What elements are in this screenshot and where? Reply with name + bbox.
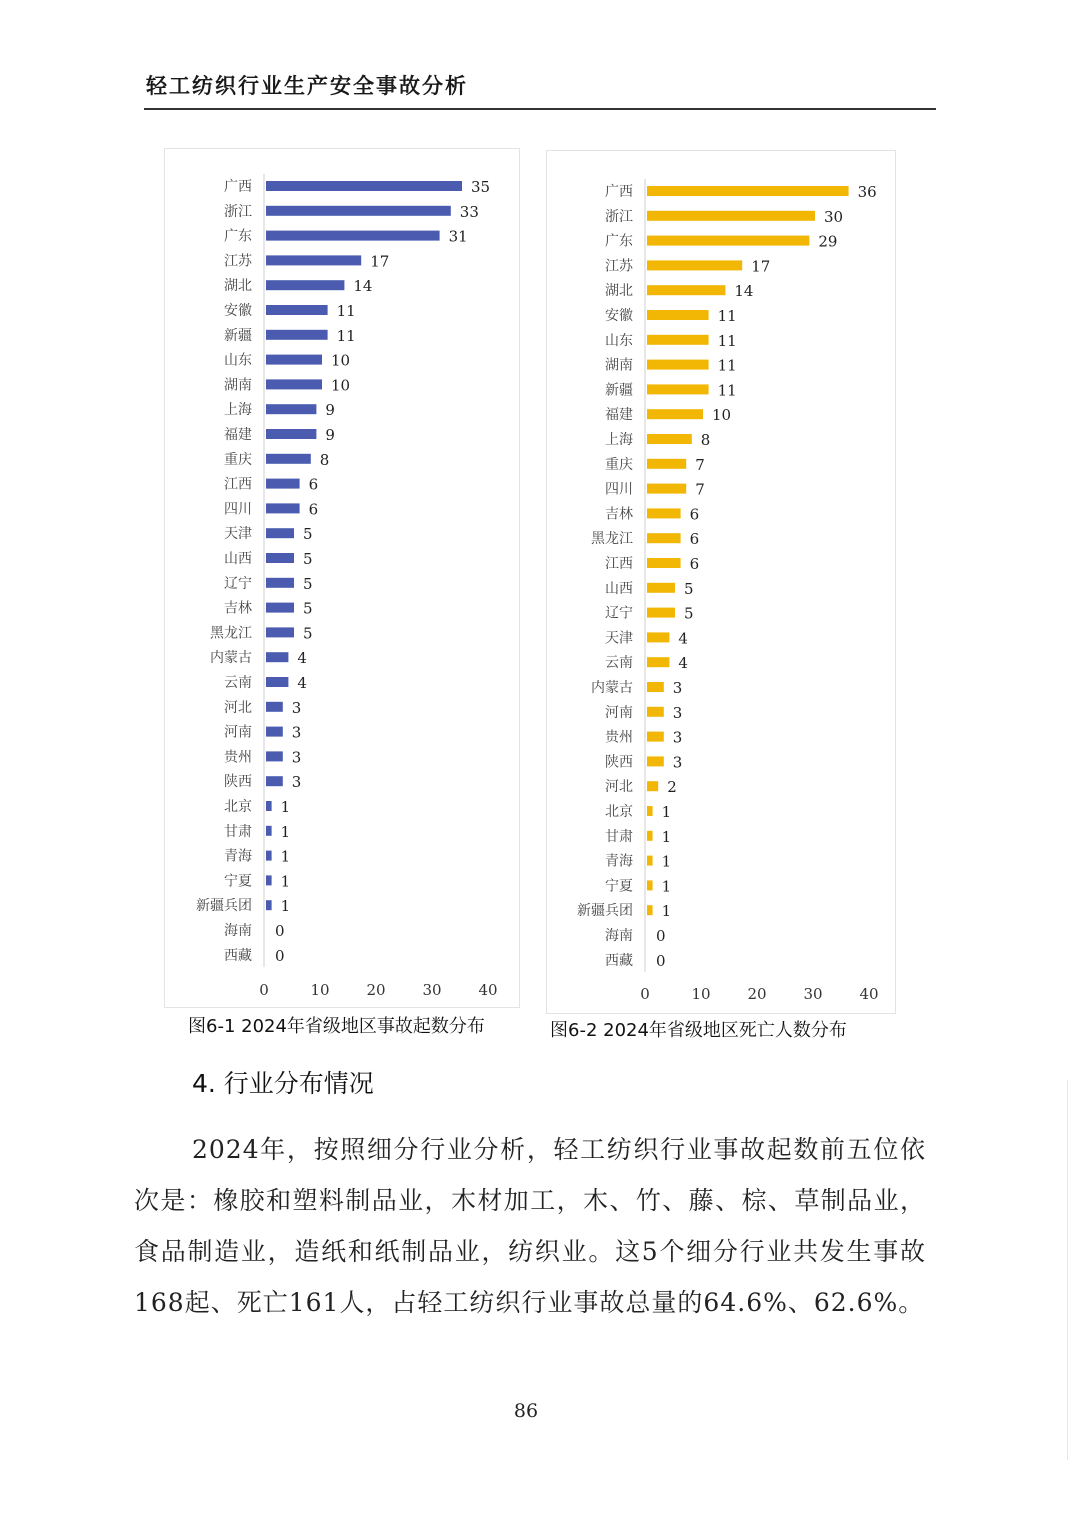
category-label: 河南 xyxy=(605,704,633,721)
page-header: 轻工纺织行业生产安全事故分析 xyxy=(146,73,468,98)
category-label: 云南 xyxy=(224,675,252,691)
page-number: 86 xyxy=(513,1400,539,1422)
bar xyxy=(647,880,653,890)
data-label: 4 xyxy=(297,674,307,692)
data-label: 9 xyxy=(325,426,335,444)
data-label: 10 xyxy=(712,406,732,425)
bar xyxy=(647,856,653,866)
category-label: 河北 xyxy=(224,699,252,716)
category-label: 内蒙古 xyxy=(210,650,252,667)
bar xyxy=(647,508,681,518)
data-label: 14 xyxy=(353,277,373,296)
data-label: 9 xyxy=(325,401,335,420)
bar xyxy=(266,404,316,414)
category-label: 天津 xyxy=(224,526,252,543)
bar xyxy=(266,603,294,613)
category-label: 新疆兵团 xyxy=(577,903,633,920)
bar xyxy=(266,181,462,191)
data-label: 29 xyxy=(818,232,838,251)
data-label: 4 xyxy=(297,649,307,668)
bar xyxy=(647,211,815,221)
data-label: 4 xyxy=(678,629,688,648)
bar xyxy=(647,608,675,618)
data-label: 1 xyxy=(280,872,291,891)
bar xyxy=(266,330,328,340)
data-label: 5 xyxy=(303,599,313,618)
category-label: 甘肃 xyxy=(605,828,633,845)
category-label: 山西 xyxy=(605,580,633,597)
x-tick-label: 20 xyxy=(366,981,386,999)
category-label: 辽宁 xyxy=(605,605,633,622)
category-label: 甘肃 xyxy=(224,823,252,840)
category-label: 黑龙江 xyxy=(591,531,633,548)
data-label: 3 xyxy=(291,773,302,792)
category-label: 湖北 xyxy=(605,283,633,300)
section-heading: 4. 行业分布情况 xyxy=(192,1069,374,1098)
bar xyxy=(266,305,328,315)
data-label: 3 xyxy=(672,753,683,772)
body-paragraph: 2024年，按照细分行业分析，轻工纺织行业事故起数前五位依次是：橡胶和塑料制品业，木材加工，木、竹、藤、棕、草制品业，食品制造业，造纸和纸制品业，纺织业。这5个细分行业共发生事故168起、死亡161人，占轻工纺织行业事故总量的64.6%、62.6%。 xyxy=(134,1135,926,1317)
bar xyxy=(266,255,361,265)
bar xyxy=(266,429,316,439)
bar xyxy=(266,553,294,563)
data-label: 6 xyxy=(689,530,700,549)
bar xyxy=(647,558,681,568)
bar xyxy=(266,677,288,687)
bar xyxy=(647,632,669,642)
category-label: 黑龙江 xyxy=(210,625,252,642)
data-label: 6 xyxy=(308,475,319,494)
x-tick-label: 10 xyxy=(691,985,711,1003)
data-label: 1 xyxy=(661,803,672,821)
category-label: 江西 xyxy=(605,556,633,572)
bar xyxy=(266,578,294,588)
data-label: 5 xyxy=(303,574,313,593)
bar xyxy=(266,206,451,216)
bar xyxy=(647,682,664,692)
category-label: 宁夏 xyxy=(224,873,252,890)
data-label: 1 xyxy=(280,847,291,866)
x-tick-label: 40 xyxy=(859,985,879,1003)
bar xyxy=(266,379,322,389)
data-label: 0 xyxy=(656,927,666,945)
body-text xyxy=(134,1124,926,1328)
bar xyxy=(266,652,288,662)
data-label: 11 xyxy=(336,302,356,320)
data-label: 0 xyxy=(275,946,285,965)
data-label: 10 xyxy=(331,351,351,370)
bar xyxy=(266,479,300,489)
category-label: 陕西 xyxy=(605,754,633,771)
data-label: 2 xyxy=(667,778,677,797)
data-label: 5 xyxy=(684,579,694,598)
bar xyxy=(266,503,300,513)
category-label: 海南 xyxy=(224,923,252,939)
category-label: 广西 xyxy=(605,184,633,200)
bar xyxy=(647,236,809,246)
data-label: 4 xyxy=(678,654,688,673)
data-label: 6 xyxy=(689,505,700,524)
data-label: 5 xyxy=(303,550,313,568)
bar xyxy=(266,627,294,637)
data-label: 35 xyxy=(471,178,491,196)
data-label: 8 xyxy=(700,431,711,449)
data-label: 5 xyxy=(303,525,313,544)
header-rule xyxy=(144,108,936,110)
chart-deaths-by-region xyxy=(546,150,896,1014)
scan-edge xyxy=(1067,1080,1068,1460)
category-label: 福建 xyxy=(605,407,633,424)
category-label: 山东 xyxy=(224,352,252,369)
x-tick-label: 0 xyxy=(259,981,269,999)
category-label: 吉林 xyxy=(224,600,252,617)
data-label: 6 xyxy=(689,555,700,573)
category-label: 新疆 xyxy=(224,327,252,344)
category-label: 山东 xyxy=(605,332,633,349)
category-label: 安徽 xyxy=(224,303,252,319)
bar xyxy=(647,806,653,816)
chart-deaths-caption: 图6-2 2024年省级地区死亡人数分布 xyxy=(550,1020,847,1041)
category-label: 吉林 xyxy=(605,506,633,523)
data-label: 11 xyxy=(717,307,737,325)
category-label: 新疆兵团 xyxy=(196,898,252,915)
data-label: 11 xyxy=(336,326,356,345)
bar xyxy=(266,727,283,737)
data-label: 7 xyxy=(695,455,705,474)
category-label: 江苏 xyxy=(605,258,633,275)
category-label: 海南 xyxy=(605,928,633,944)
category-label: 湖北 xyxy=(224,278,252,295)
category-label: 河南 xyxy=(224,724,252,741)
bar xyxy=(647,335,709,345)
data-label: 8 xyxy=(319,450,330,469)
x-tick-label: 20 xyxy=(747,985,767,1003)
data-label: 1 xyxy=(661,827,672,846)
chart-deaths-svg xyxy=(547,151,895,1013)
bar xyxy=(266,355,322,365)
bar xyxy=(647,260,742,270)
bar xyxy=(266,454,311,464)
bar xyxy=(647,831,653,841)
category-label: 青海 xyxy=(224,848,252,865)
data-label: 11 xyxy=(717,356,737,375)
chart-accidents-caption: 图6-1 2024年省级地区事故起数分布 xyxy=(188,1016,485,1037)
data-label: 30 xyxy=(824,207,844,226)
category-label: 重庆 xyxy=(224,451,252,468)
category-label: 江苏 xyxy=(224,253,252,270)
category-label: 湖南 xyxy=(224,377,252,394)
data-label: 1 xyxy=(280,897,291,916)
data-label: 3 xyxy=(291,698,302,717)
x-tick-label: 40 xyxy=(478,981,498,999)
data-label: 33 xyxy=(459,202,479,221)
bar xyxy=(266,900,272,910)
data-label: 5 xyxy=(684,604,694,623)
bar xyxy=(647,186,849,196)
data-label: 11 xyxy=(717,331,737,350)
data-label: 31 xyxy=(448,227,468,246)
x-tick-label: 0 xyxy=(640,985,650,1003)
bar xyxy=(647,533,681,543)
category-label: 上海 xyxy=(224,402,252,419)
data-label: 3 xyxy=(291,748,302,767)
bar xyxy=(647,657,669,667)
category-label: 浙江 xyxy=(224,203,252,220)
category-label: 上海 xyxy=(605,432,633,448)
bar xyxy=(647,905,653,915)
data-label: 1 xyxy=(661,877,672,896)
data-label: 36 xyxy=(857,183,877,201)
bar xyxy=(266,751,283,761)
data-label: 3 xyxy=(291,723,302,742)
bar xyxy=(647,583,675,593)
data-label: 10 xyxy=(331,376,351,395)
category-label: 江西 xyxy=(224,476,252,493)
data-label: 0 xyxy=(275,922,285,940)
bar xyxy=(266,826,272,836)
x-tick-label: 10 xyxy=(310,981,330,999)
data-label: 3 xyxy=(672,728,683,747)
category-label: 云南 xyxy=(605,655,633,672)
category-label: 宁夏 xyxy=(605,878,633,895)
data-label: 3 xyxy=(672,679,683,697)
data-label: 0 xyxy=(656,951,666,970)
category-label: 河北 xyxy=(605,779,633,796)
category-label: 天津 xyxy=(605,630,633,647)
category-label: 西藏 xyxy=(605,952,633,969)
category-label: 青海 xyxy=(605,853,633,870)
category-label: 西藏 xyxy=(224,947,252,964)
data-label: 17 xyxy=(370,252,390,271)
category-label: 重庆 xyxy=(605,456,633,473)
bar xyxy=(647,409,703,419)
data-label: 5 xyxy=(303,624,313,643)
category-label: 广东 xyxy=(605,233,633,250)
chart-accidents-svg xyxy=(165,149,519,1007)
bar xyxy=(647,707,664,717)
category-label: 辽宁 xyxy=(224,575,252,592)
data-label: 1 xyxy=(661,852,672,871)
chart-accidents-by-region xyxy=(164,148,520,1008)
bar xyxy=(266,280,344,290)
bar xyxy=(647,384,709,394)
bar xyxy=(647,360,709,370)
category-label: 北京 xyxy=(605,804,633,820)
category-label: 山西 xyxy=(224,551,252,567)
x-tick-label: 30 xyxy=(803,985,823,1003)
bar xyxy=(647,756,664,766)
category-label: 四川 xyxy=(224,501,252,518)
data-label: 1 xyxy=(280,798,291,816)
data-label: 11 xyxy=(717,381,737,400)
data-label: 3 xyxy=(672,703,683,722)
category-label: 四川 xyxy=(605,481,633,498)
category-label: 北京 xyxy=(224,799,252,815)
category-label: 福建 xyxy=(224,427,252,443)
category-label: 贵州 xyxy=(605,729,633,746)
data-label: 17 xyxy=(751,257,771,276)
bar xyxy=(647,732,664,742)
bar xyxy=(647,484,686,494)
bar xyxy=(647,310,709,320)
bar xyxy=(266,702,283,712)
bar xyxy=(266,875,272,885)
data-label: 1 xyxy=(280,822,291,841)
category-label: 湖南 xyxy=(605,357,633,374)
bar xyxy=(266,528,294,538)
bar xyxy=(647,459,686,469)
category-label: 安徽 xyxy=(605,308,633,324)
bar xyxy=(647,285,725,295)
data-label: 6 xyxy=(308,500,319,519)
category-label: 内蒙古 xyxy=(591,680,633,696)
category-label: 陕西 xyxy=(224,774,252,791)
bar xyxy=(266,851,272,861)
bar xyxy=(266,801,272,811)
bar xyxy=(266,776,283,786)
x-tick-label: 30 xyxy=(422,981,442,999)
category-label: 广东 xyxy=(224,228,252,245)
bar xyxy=(266,231,440,241)
data-label: 1 xyxy=(661,902,672,921)
category-label: 广西 xyxy=(224,179,252,195)
category-label: 贵州 xyxy=(224,749,252,766)
bar xyxy=(647,781,658,791)
data-label: 7 xyxy=(695,480,705,499)
category-label: 新疆 xyxy=(605,382,633,399)
data-label: 14 xyxy=(734,282,754,301)
category-label: 浙江 xyxy=(605,208,633,225)
bar xyxy=(647,434,692,444)
